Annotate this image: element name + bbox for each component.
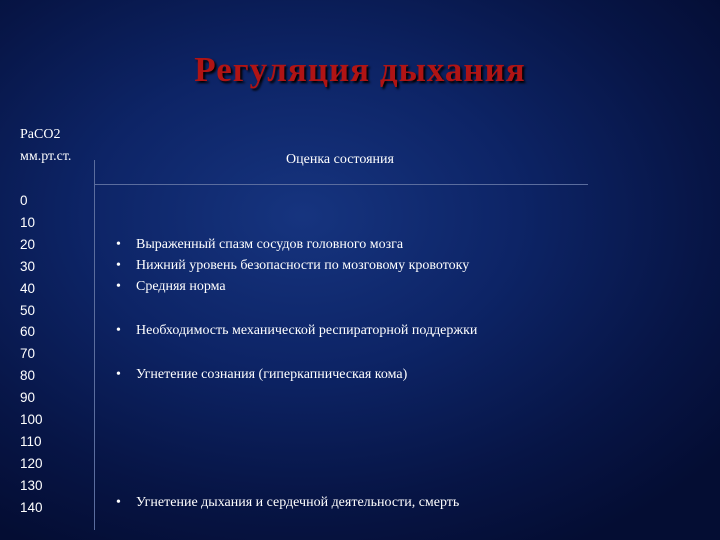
scale-value: 20 xyxy=(20,236,36,252)
axis-header-line-2: мм.рт.ст. xyxy=(20,149,72,164)
scale-value: 80 xyxy=(20,368,36,384)
paco2-scale xyxy=(20,190,43,519)
assessment-group-1 xyxy=(116,234,469,297)
scale-value: 40 xyxy=(20,280,36,296)
scale-value: 120 xyxy=(20,455,43,471)
assessment-group-2 xyxy=(116,320,477,341)
axis-header xyxy=(20,124,71,168)
scale-value: 140 xyxy=(20,499,43,515)
bullet-icon: • xyxy=(116,367,121,382)
scale-value: 110 xyxy=(20,433,42,449)
list-item-text: Выраженный спазм сосудов головного мозга xyxy=(136,237,404,252)
axis-header-line-1: PaCO2 xyxy=(20,127,61,142)
column-divider xyxy=(94,160,95,530)
scale-value: 60 xyxy=(20,324,36,340)
list-item-text: Угнетение сознания (гиперкапническая кома) xyxy=(136,367,408,382)
scale-value: 0 xyxy=(20,193,28,208)
header-divider xyxy=(94,184,588,185)
list-item xyxy=(116,320,477,341)
bullet-icon: • xyxy=(116,258,121,273)
list-item-text: Необходимость механической респираторной поддержки xyxy=(136,323,478,338)
list-item xyxy=(116,276,469,297)
scale-value: 50 xyxy=(20,302,36,318)
assessment-group-3 xyxy=(116,364,407,385)
list-item xyxy=(116,364,407,385)
scale-value: 130 xyxy=(20,477,43,493)
list-item-text: Угнетение дыхания и сердечной деятельности, смерть xyxy=(136,495,460,510)
column-header: Оценка состояния xyxy=(286,152,394,167)
assessment-group-4 xyxy=(116,492,459,513)
list-item-text: Средняя норма xyxy=(136,279,226,294)
list-item-text: Нижний уровень безопасности по мозговому кровотоку xyxy=(136,258,470,273)
scale-value: 30 xyxy=(20,258,36,274)
bullet-icon: • xyxy=(116,323,121,338)
slide-title: Регуляция дыхания xyxy=(194,50,526,89)
scale-value: 70 xyxy=(20,346,36,362)
scale-value: 90 xyxy=(20,390,36,406)
list-item xyxy=(116,234,469,255)
scale-value: 10 xyxy=(20,214,36,230)
bullet-icon: • xyxy=(116,237,121,252)
bullet-icon: • xyxy=(116,279,121,294)
list-item xyxy=(116,492,459,513)
scale-value: 100 xyxy=(20,412,43,428)
bullet-icon: • xyxy=(116,495,121,510)
list-item xyxy=(116,255,469,276)
